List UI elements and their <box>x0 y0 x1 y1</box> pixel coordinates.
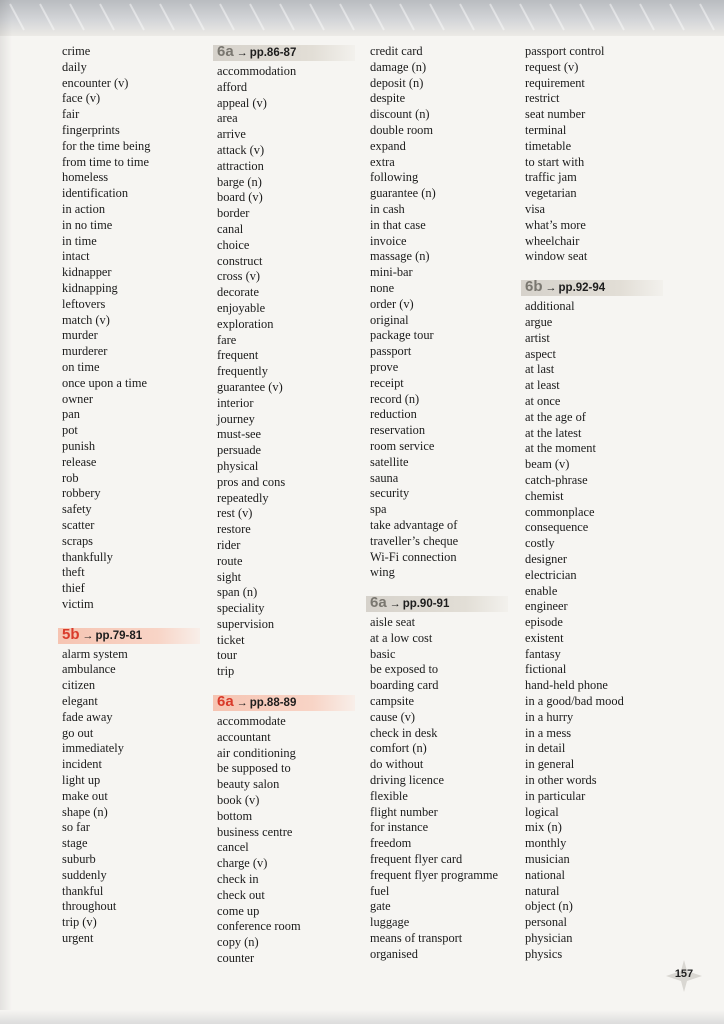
vocabulary-word: fantasy <box>525 646 561 661</box>
vocabulary-word: border <box>217 206 250 221</box>
vocabulary-word: seat number <box>525 107 586 122</box>
vocabulary-word: following <box>370 170 419 185</box>
vocabulary-word: safety <box>62 502 92 517</box>
section-header <box>217 694 301 712</box>
vocabulary-word: accountant <box>217 729 271 744</box>
vocabulary-word: spa <box>370 502 387 517</box>
vocabulary-word: accommodate <box>217 714 286 729</box>
vocabulary-word: owner <box>62 391 93 406</box>
vocabulary-word: daily <box>62 59 87 74</box>
vocabulary-word: passport <box>370 344 412 359</box>
vocabulary-word: hand-held phone <box>525 678 608 693</box>
vocabulary-word: kidnapper <box>62 265 112 280</box>
vocabulary-word: scatter <box>62 517 95 532</box>
vocabulary-word: counter <box>217 951 255 966</box>
vocabulary-word: bottom <box>217 808 253 823</box>
vocabulary-word: beam (v) <box>525 457 570 472</box>
vocabulary-word: tour <box>217 648 237 663</box>
vocabulary-word: check in <box>217 872 259 887</box>
vocabulary-word: so far <box>62 820 90 835</box>
vocabulary-word: fingerprints <box>62 122 120 137</box>
vocabulary-word: frequent <box>217 348 259 363</box>
vocabulary-word: physics <box>525 946 563 961</box>
vocabulary-word: sight <box>217 569 242 584</box>
vocabulary-word: flight number <box>370 804 438 819</box>
vocabulary-word: appeal (v) <box>217 95 267 110</box>
section-code: 6a <box>370 594 387 612</box>
vocabulary-word: argue <box>525 314 553 329</box>
word-block <box>62 44 150 613</box>
vocabulary-word: restore <box>217 522 251 537</box>
vocabulary-word: elegant <box>62 694 98 709</box>
bottom-page-edge <box>0 1010 724 1024</box>
vocabulary-word: leftovers <box>62 296 106 311</box>
vocabulary-word: at a low cost <box>370 630 433 645</box>
vocabulary-word: once upon a time <box>62 375 147 390</box>
vocabulary-word: murderer <box>62 344 108 359</box>
vocabulary-word: interior <box>217 395 254 410</box>
vocabulary-word: must-see <box>217 427 262 442</box>
vocabulary-word: from time to time <box>62 154 150 169</box>
vocabulary-word: in particular <box>525 788 586 803</box>
vocabulary-word: vegetarian <box>525 186 577 201</box>
vocabulary-word: match (v) <box>62 312 110 327</box>
vocabulary-word: journey <box>217 411 255 426</box>
vocabulary-word: at the age of <box>525 409 586 424</box>
vocabulary-word: fade away <box>62 709 113 724</box>
vocabulary-word: pot <box>62 423 78 438</box>
vocabulary-word: for the time being <box>62 138 151 153</box>
vocabulary-word: in general <box>525 757 575 772</box>
vocabulary-word: existent <box>525 630 564 645</box>
word-block <box>370 44 498 581</box>
vocabulary-word: in no time <box>62 217 113 232</box>
vocabulary-word: ambulance <box>62 662 116 677</box>
vocabulary-word: in a hurry <box>525 709 574 724</box>
vocabulary-word: guarantee (v) <box>217 379 283 394</box>
vocabulary-word: catch-phrase <box>525 472 588 487</box>
vocabulary-word: exploration <box>217 316 274 331</box>
vocabulary-word: alarm system <box>62 646 128 661</box>
vocabulary-word: episode <box>525 615 563 630</box>
vocabulary-word: construct <box>217 253 263 268</box>
section-code: 6b <box>525 278 543 296</box>
vocabulary-word: check out <box>217 887 265 902</box>
vocabulary-word: throughout <box>62 899 117 914</box>
page-gutter-shadow <box>0 0 12 1024</box>
vocabulary-word: face (v) <box>62 91 101 106</box>
arrow-icon: → <box>236 47 248 59</box>
vocabulary-word: mix (n) <box>525 820 562 835</box>
vocabulary-word: intact <box>62 249 90 264</box>
vocabulary-word: traveller’s cheque <box>370 533 459 548</box>
vocabulary-word: extra <box>370 154 395 169</box>
vocabulary-word: crime <box>62 44 91 58</box>
vocabulary-word: be supposed to <box>217 761 291 776</box>
vocabulary-word: personal <box>525 915 567 930</box>
vocabulary-word: boarding card <box>370 678 439 693</box>
vocabulary-word: terminal <box>525 122 567 137</box>
vocabulary-word: wheelchair <box>525 233 580 248</box>
vocabulary-word: to start with <box>525 154 585 169</box>
vocabulary-word: suddenly <box>62 867 107 882</box>
vocabulary-word: national <box>525 867 565 882</box>
vocabulary-word: natural <box>525 883 560 898</box>
page-range: pp.92-94 <box>558 282 606 295</box>
vocabulary-word: aspect <box>525 346 556 361</box>
vocabulary-word: encounter (v) <box>62 75 129 90</box>
vocabulary-word: go out <box>62 725 94 740</box>
vocabulary-word: reservation <box>370 423 426 438</box>
vocabulary-word: at the latest <box>525 425 582 440</box>
vocabulary-word: at last <box>525 362 555 377</box>
vocabulary-word: what’s more <box>525 217 586 232</box>
vocabulary-word: traffic jam <box>525 170 577 185</box>
vocabulary-word: identification <box>62 186 129 201</box>
vocabulary-word: physical <box>217 458 259 473</box>
vocabulary-word: choice <box>217 237 250 252</box>
vocabulary-word: basic <box>370 646 396 661</box>
vocabulary-word: chemist <box>525 488 564 503</box>
vocabulary-word: thankfully <box>62 549 113 564</box>
arrow-icon: → <box>389 598 401 611</box>
vocabulary-word: costly <box>525 536 555 551</box>
vocabulary-word: in action <box>62 201 106 216</box>
vocabulary-word: frequent flyer programme <box>370 867 498 882</box>
arrow-icon: → <box>545 282 557 295</box>
vocabulary-word: sauna <box>370 470 399 485</box>
vocabulary-word: guarantee (n) <box>370 186 436 201</box>
vocabulary-word: frequently <box>217 364 268 379</box>
vocabulary-word: in time <box>62 233 97 248</box>
vocabulary-word: massage (n) <box>370 249 430 264</box>
vocabulary-word: attack (v) <box>217 142 265 157</box>
vocabulary-word: receipt <box>370 375 404 390</box>
vocabulary-word: freedom <box>370 836 412 851</box>
vocabulary-word: original <box>370 312 409 327</box>
vocabulary-word: charge (v) <box>217 856 268 871</box>
vocabulary-word: span (n) <box>217 585 258 600</box>
vocabulary-word: robbery <box>62 486 101 501</box>
vocabulary-word: physician <box>525 931 573 946</box>
vocabulary-word: campsite <box>370 694 415 709</box>
vocabulary-word: scraps <box>62 533 93 548</box>
vocabulary-word: consequence <box>525 520 589 535</box>
vocabulary-word: trip <box>217 664 235 679</box>
vocabulary-word: cross (v) <box>217 269 261 284</box>
vocabulary-word: driving licence <box>370 773 444 788</box>
section-code: 6a <box>217 43 234 60</box>
vocabulary-word: make out <box>62 788 108 803</box>
vocabulary-word: gate <box>370 899 391 914</box>
vocabulary-word: urgent <box>62 931 94 946</box>
vocabulary-word: comfort (n) <box>370 741 427 756</box>
vocabulary-word: repeatedly <box>217 490 269 505</box>
vocabulary-word: means of transport <box>370 931 463 946</box>
vocabulary-word: copy (n) <box>217 935 259 950</box>
vocabulary-word: visa <box>525 201 545 216</box>
vocabulary-word: in a good/bad mood <box>525 694 624 709</box>
vocabulary-word: fictional <box>525 662 567 677</box>
vocabulary-word: fuel <box>370 883 390 898</box>
vocabulary-word: rider <box>217 537 241 552</box>
vocabulary-word: in a mess <box>525 725 572 740</box>
word-column-4 <box>525 44 624 977</box>
vocabulary-word: enable <box>525 583 558 598</box>
vocabulary-word: mini-bar <box>370 265 413 280</box>
vocabulary-word: electrician <box>525 567 577 582</box>
vocabulary-word: accommodation <box>217 64 297 78</box>
vocabulary-word: requirement <box>525 75 585 90</box>
vocabulary-word: persuade <box>217 443 262 458</box>
word-block <box>217 694 301 967</box>
vocabulary-word: damage (n) <box>370 59 427 74</box>
vocabulary-word: at least <box>525 378 560 393</box>
vocabulary-word: commonplace <box>525 504 595 519</box>
vocabulary-word: be exposed to <box>370 662 439 677</box>
vocabulary-word: frequent flyer card <box>370 852 463 867</box>
vocabulary-word: check in desk <box>370 725 438 740</box>
vocabulary-word: take advantage of <box>370 517 458 532</box>
vocabulary-word: thankful <box>62 883 104 898</box>
vocabulary-word: at once <box>525 393 561 408</box>
vocabulary-word: flexible <box>370 788 408 803</box>
vocabulary-word: area <box>217 111 238 126</box>
page-range: pp.86-87 <box>249 47 297 59</box>
vocabulary-word: logical <box>525 804 559 819</box>
vocabulary-word: conference room <box>217 919 301 934</box>
vocabulary-word: reduction <box>370 407 417 422</box>
vocabulary-word: stage <box>62 836 88 851</box>
top-decorative-band <box>0 0 724 36</box>
vocabulary-word: for instance <box>370 820 429 835</box>
word-column-1 <box>62 44 150 961</box>
vocabulary-word: pan <box>62 407 80 422</box>
page-number-badge <box>664 958 704 994</box>
vocabulary-word: timetable <box>525 138 572 153</box>
vocabulary-word: punish <box>62 438 96 453</box>
vocabulary-word: engineer <box>525 599 568 614</box>
word-block <box>525 279 624 962</box>
vocabulary-word: in other words <box>525 773 597 788</box>
vocabulary-word: suburb <box>62 852 96 867</box>
vocabulary-word: window seat <box>525 249 588 264</box>
vocabulary-word: victim <box>62 596 94 611</box>
vocabulary-word: credit card <box>370 44 423 58</box>
vocabulary-word: order (v) <box>370 296 414 311</box>
vocabulary-word: fair <box>62 107 80 122</box>
vocabulary-word: double room <box>370 122 433 137</box>
vocabulary-word: artist <box>525 330 550 345</box>
vocabulary-word: object (n) <box>525 899 573 914</box>
word-block <box>370 595 498 963</box>
vocabulary-word: in detail <box>525 741 566 756</box>
vocabulary-word: attraction <box>217 158 264 173</box>
vocabulary-word: record (n) <box>370 391 420 406</box>
vocabulary-word: light up <box>62 773 101 788</box>
vocabulary-word: request (v) <box>525 59 579 74</box>
vocabulary-word: organised <box>370 946 418 961</box>
vocabulary-word: rob <box>62 470 79 485</box>
section-code: 5b <box>62 625 80 643</box>
vocabulary-word: deposit (n) <box>370 75 424 90</box>
vocabulary-word: at the moment <box>525 441 596 456</box>
vocabulary-word: ticket <box>217 632 245 647</box>
vocabulary-word: fare <box>217 332 237 347</box>
vocabulary-word: wing <box>370 565 395 580</box>
vocabulary-word: barge (n) <box>217 174 262 189</box>
vocabulary-word: canal <box>217 221 244 236</box>
vocabulary-word: murder <box>62 328 98 343</box>
vocabulary-word: do without <box>370 757 424 772</box>
vocabulary-word: Wi-Fi connection <box>370 549 457 564</box>
vocabulary-word: pros and cons <box>217 474 286 489</box>
word-column-3 <box>370 44 498 977</box>
page-number: 157 <box>674 968 694 980</box>
word-column-2 <box>217 44 301 981</box>
vocabulary-word: additional <box>525 299 575 314</box>
vocabulary-word: trip (v) <box>62 915 97 930</box>
vocabulary-word: satellite <box>370 454 409 469</box>
section-header <box>217 44 301 62</box>
vocabulary-word: incident <box>62 757 102 772</box>
section-header <box>525 279 624 297</box>
vocabulary-word: theft <box>62 565 85 580</box>
vocabulary-word: board (v) <box>217 190 263 205</box>
vocabulary-word: musician <box>525 852 570 867</box>
vocabulary-word: restrict <box>525 91 560 106</box>
vocabulary-word: room service <box>370 438 435 453</box>
section-header <box>62 627 150 645</box>
vocabulary-word: shape (n) <box>62 804 108 819</box>
page-range: pp.90-91 <box>402 598 450 611</box>
band-pattern <box>0 0 724 36</box>
vocabulary-word: citizen <box>62 678 96 693</box>
vocabulary-word: designer <box>525 551 567 566</box>
section-code: 6a <box>217 693 234 711</box>
vocabulary-word: thief <box>62 581 85 596</box>
section-header <box>370 595 498 613</box>
word-block <box>62 627 150 947</box>
vocabulary-word: cause (v) <box>370 709 416 724</box>
vocabulary-word: arrive <box>217 127 246 142</box>
vocabulary-word: decorate <box>217 285 259 300</box>
vocabulary-word: business centre <box>217 824 293 839</box>
vocabulary-word: security <box>370 486 410 501</box>
vocabulary-word: release <box>62 454 97 469</box>
word-block <box>525 44 624 265</box>
vocabulary-word: speciality <box>217 601 265 616</box>
word-block <box>217 44 301 680</box>
page-range: pp.79-81 <box>95 629 143 642</box>
vocabulary-word: in cash <box>370 201 405 216</box>
arrow-icon: → <box>236 697 248 710</box>
vocabulary-word: route <box>217 553 243 568</box>
vocabulary-word: despite <box>370 91 406 106</box>
vocabulary-word: aisle seat <box>370 615 416 630</box>
vocabulary-word: enjoyable <box>217 300 266 315</box>
vocabulary-word: afford <box>217 79 248 94</box>
vocabulary-word: none <box>370 280 395 295</box>
vocabulary-word: discount (n) <box>370 107 430 122</box>
vocabulary-word: invoice <box>370 233 407 248</box>
vocabulary-word: expand <box>370 138 406 153</box>
vocabulary-word: air conditioning <box>217 745 296 760</box>
vocabulary-word: book (v) <box>217 793 260 808</box>
vocabulary-word: come up <box>217 903 260 918</box>
vocabulary-word: luggage <box>370 915 410 930</box>
vocabulary-word: on time <box>62 359 100 374</box>
vocabulary-word: package tour <box>370 328 434 343</box>
vocabulary-word: kidnapping <box>62 280 118 295</box>
vocabulary-word: rest (v) <box>217 506 253 521</box>
vocabulary-word: homeless <box>62 170 109 185</box>
vocabulary-word: beauty salon <box>217 777 280 792</box>
vocabulary-word: supervision <box>217 616 275 631</box>
vocabulary-word: prove <box>370 359 399 374</box>
vocabulary-word: monthly <box>525 836 567 851</box>
arrow-icon: → <box>82 629 94 642</box>
vocabulary-word: immediately <box>62 741 124 756</box>
vocabulary-word: passport control <box>525 44 605 58</box>
vocabulary-word: in that case <box>370 217 426 232</box>
page-range: pp.88-89 <box>249 697 297 710</box>
vocabulary-word: cancel <box>217 840 249 855</box>
